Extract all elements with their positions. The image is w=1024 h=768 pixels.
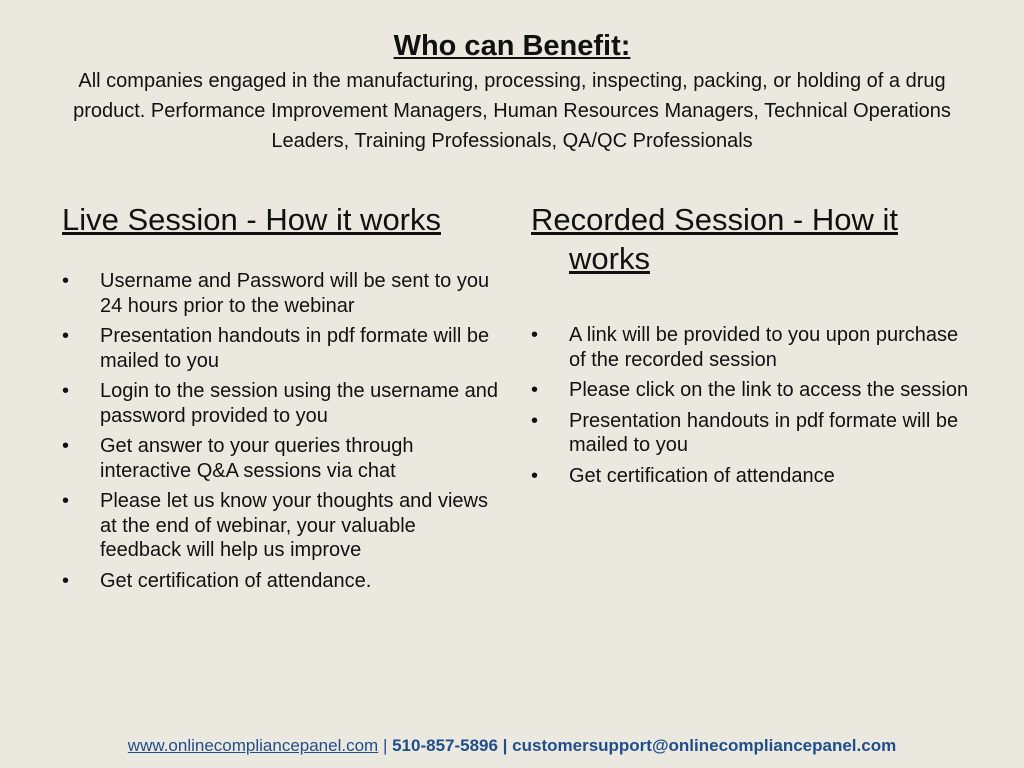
footer-separator: | bbox=[378, 736, 393, 755]
bullet-icon: • bbox=[62, 380, 70, 402]
who-can-benefit-section bbox=[40, 28, 984, 156]
bullet-icon: • bbox=[531, 464, 539, 487]
list-item-text: A link will be provided to you upon purchase of the recorded session bbox=[569, 324, 959, 371]
list-item bbox=[531, 378, 971, 403]
bullet-icon: • bbox=[62, 270, 70, 292]
list-item bbox=[62, 434, 502, 483]
list-item-text: Get certification of attendance. bbox=[100, 569, 372, 592]
list-item bbox=[531, 323, 971, 372]
live-session-list bbox=[62, 269, 502, 593]
list-item bbox=[62, 569, 502, 594]
contact-info: 510-857-5896 | customersupport@onlinecompliancepanel.com bbox=[392, 736, 897, 755]
list-item bbox=[531, 409, 971, 458]
recorded-session-column bbox=[531, 200, 971, 494]
list-item bbox=[62, 324, 502, 373]
list-item-text: Please click on the link to access the session bbox=[569, 379, 969, 401]
list-item-text: Please let us know your thoughts and views at the end of webinar, your valuable feedback will help us improve bbox=[100, 490, 488, 561]
bullet-icon: • bbox=[531, 379, 539, 401]
list-item-text: Presentation handouts in pdf formate will be mailed to you bbox=[100, 325, 490, 372]
bullet-icon: • bbox=[62, 490, 70, 512]
recorded-session-list bbox=[531, 323, 971, 488]
live-session-heading: Live Session - How it works bbox=[62, 202, 442, 237]
list-item bbox=[62, 489, 502, 563]
website-link[interactable]: www.onlinecompliancepanel.com bbox=[127, 736, 379, 755]
page-title: Who can Benefit: bbox=[393, 30, 631, 62]
bullet-icon: • bbox=[62, 325, 70, 347]
list-item-text: Presentation handouts in pdf formate will be mailed to you bbox=[569, 409, 959, 456]
list-item bbox=[62, 269, 502, 318]
list-item-text: Get certification of attendance bbox=[569, 464, 835, 487]
bullet-icon: • bbox=[62, 435, 70, 457]
list-item-text: Login to the session using the username and password provided to you bbox=[100, 380, 499, 427]
recorded-session-heading: Recorded Session - How it works bbox=[531, 202, 898, 276]
bullet-icon: • bbox=[531, 409, 539, 432]
list-item bbox=[62, 379, 502, 428]
list-item-text: Username and Password will be sent to you 24 hours prior to the webinar bbox=[100, 270, 490, 317]
bullet-icon: • bbox=[62, 569, 70, 592]
list-item bbox=[531, 464, 971, 489]
audience-description: All companies engaged in the manufacturing, processing, inspecting, packing, or holding of a drug product. Performance Improvement Managers, Human Resources Managers, Technical Operations Leaders, Training Professionals, QA/QC Professionals bbox=[73, 70, 951, 152]
live-session-column bbox=[62, 200, 502, 599]
footer bbox=[0, 736, 1024, 756]
list-item-text: Get answer to your queries through interactive Q&A sessions via chat bbox=[100, 435, 414, 482]
bullet-icon: • bbox=[531, 324, 539, 346]
